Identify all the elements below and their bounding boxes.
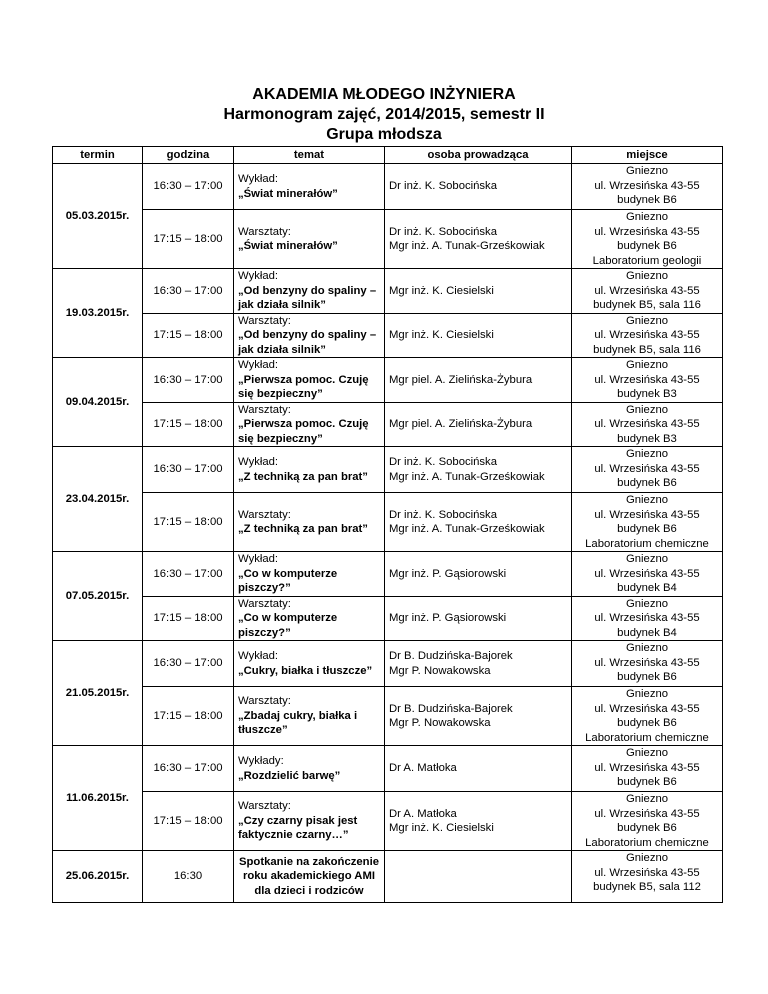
miejsce-line: Gniezno [625, 165, 669, 177]
osoba-cell [385, 552, 572, 597]
miejsce-line: Gniezno [625, 314, 669, 327]
godzina-cell: 16:30 – 17:00 [143, 269, 234, 314]
temat-title: „Od benzyny do spaliny – jak działa silnik” [238, 284, 377, 311]
miejsce-line: Laboratorium chemiczne [585, 731, 709, 744]
col-header-termin: termin [53, 147, 143, 164]
miejsce-line: Gniezno [625, 642, 669, 654]
temat-cell [234, 210, 385, 269]
miejsce-line: budynek B4 [617, 582, 677, 594]
miejsce-line: budynek B5, sala 116 [593, 299, 701, 311]
miejsce-line: Gniezno [625, 688, 669, 700]
miejsce-line: budynek B6 [617, 477, 677, 489]
miejsce-line: Gniezno [625, 448, 669, 460]
temat-cell [234, 358, 385, 403]
miejsce-cell [572, 641, 723, 687]
osoba-cell [385, 313, 572, 358]
miejsce-cell [572, 851, 723, 903]
miejsce-line: ul. Wrzesińska 43-55 [594, 418, 700, 430]
osoba-name: Mgr inż. K. Ciesielski [389, 329, 494, 341]
miejsce-line: ul. Wrzesińska 43-55 [594, 807, 700, 820]
godzina-cell: 17:15 – 18:00 [143, 493, 234, 552]
osoba-cell [385, 687, 572, 746]
miejsce-line: ul. Wrzesińska 43-55 [594, 373, 700, 386]
miejsce-line: budynek B6 [617, 671, 677, 683]
termin-cell: 05.03.2015r. [53, 164, 143, 269]
table-row [53, 641, 723, 687]
miejsce-line: Laboratorium geologii [592, 254, 702, 267]
temat-title: „Od benzyny do spaliny – jak działa silnik” [238, 329, 377, 356]
osoba-name: Dr inż. K. Sobocińska [389, 225, 497, 238]
temat-title: „Pierwsza pomoc. Czuję się bezpieczny” [238, 418, 369, 445]
miejsce-line: Gniezno [625, 211, 669, 223]
table-row [53, 210, 723, 269]
osoba-cell [385, 596, 572, 641]
temat-type: Wykład: [238, 173, 279, 185]
godzina-cell: 16:30 – 17:00 [143, 358, 234, 403]
col-header-miejsce: miejsce [572, 147, 723, 164]
temat-cell [234, 552, 385, 597]
osoba-name: Mgr piel. A. Zielińska-Żybura [389, 418, 533, 430]
miejsce-line: ul. Wrzesińska 43-55 [594, 508, 700, 521]
godzina-cell: 16:30 – 17:00 [143, 641, 234, 687]
godzina-cell: 16:30 [143, 851, 234, 903]
godzina-cell: 17:15 – 18:00 [143, 402, 234, 447]
osoba-name: Mgr inż. A. Tunak-Grześkowiak [389, 240, 545, 252]
temat-type: Wykład: [238, 650, 279, 662]
osoba-name: Dr inż. K. Sobocińska [389, 180, 497, 193]
miejsce-line: ul. Wrzesińska 43-55 [594, 179, 700, 192]
temat-type: Warsztaty: [238, 403, 291, 416]
osoba-cell [385, 641, 572, 687]
osoba-name: Dr B. Dudzińska-Bajorek [389, 650, 513, 662]
osoba-name: Dr B. Dudzińska-Bajorek [389, 702, 513, 715]
miejsce-line: Gniezno [625, 359, 669, 371]
miejsce-line: ul. Wrzesińska 43-55 [594, 225, 700, 238]
godzina-cell: 16:30 – 17:00 [143, 164, 234, 210]
temat-title: „Rozdzielić barwę” [238, 769, 341, 782]
termin-cell: 07.05.2015r. [53, 552, 143, 641]
osoba-cell [385, 210, 572, 269]
godzina-cell: 17:15 – 18:00 [143, 313, 234, 358]
osoba-cell [385, 746, 572, 792]
temat-cell [234, 313, 385, 358]
miejsce-cell [572, 493, 723, 552]
miejsce-cell [572, 402, 723, 447]
miejsce-line: Gniezno [625, 597, 669, 610]
osoba-cell [385, 358, 572, 403]
temat-title: „Zbadaj cukry, białka i tłuszcze” [238, 709, 358, 737]
godzina-cell: 16:30 – 17:00 [143, 552, 234, 597]
table-row [53, 358, 723, 403]
miejsce-line: Gniezno [625, 494, 669, 506]
miejsce-line: budynek B5, sala 112 [593, 881, 701, 893]
miejsce-line: Laboratorium chemiczne [585, 537, 709, 550]
table-row [53, 792, 723, 851]
miejsce-cell [572, 358, 723, 403]
osoba-name: Mgr inż. K. Ciesielski [389, 822, 494, 834]
miejsce-line: budynek B6 [617, 717, 677, 729]
doc-group: Grupa młodsza [326, 126, 442, 143]
osoba-cell [385, 851, 572, 903]
temat-cell [234, 687, 385, 746]
godzina-cell: 17:15 – 18:00 [143, 596, 234, 641]
temat-type: Warsztaty: [238, 800, 291, 813]
miejsce-line: ul. Wrzesińska 43-55 [594, 702, 700, 715]
miejsce-line: budynek B3 [617, 432, 677, 445]
table-header-row [53, 147, 723, 164]
col-header-temat: temat [234, 147, 385, 164]
temat-title: „Z techniką za pan brat” [238, 523, 368, 535]
termin-cell: 09.04.2015r. [53, 358, 143, 447]
temat-cell [234, 641, 385, 687]
miejsce-cell [572, 792, 723, 851]
termin-cell: 23.04.2015r. [53, 447, 143, 552]
temat-type: Warsztaty: [238, 314, 291, 327]
miejsce-line: ul. Wrzesińska 43-55 [594, 567, 700, 580]
osoba-cell [385, 493, 572, 552]
miejsce-line: ul. Wrzesińska 43-55 [594, 656, 700, 669]
miejsce-cell [572, 552, 723, 597]
miejsce-line: Gniezno [625, 793, 669, 805]
table-row [53, 269, 723, 314]
miejsce-line: Gniezno [625, 270, 669, 282]
temat-cell [234, 596, 385, 641]
osoba-name: Dr inż. K. Sobocińska [389, 456, 497, 468]
table-row [53, 164, 723, 210]
osoba-name: Dr A. Matłoka [389, 762, 457, 775]
temat-cell [234, 269, 385, 314]
godzina-cell: 17:15 – 18:00 [143, 792, 234, 851]
osoba-name: Dr A. Matłoka [389, 807, 457, 820]
miejsce-cell [572, 269, 723, 314]
godzina-cell: 16:30 – 17:00 [143, 447, 234, 493]
termin-cell: 25.06.2015r. [53, 851, 143, 903]
table-row [53, 402, 723, 447]
miejsce-line: ul. Wrzesińska 43-55 [594, 612, 700, 624]
temat-type: Wykład: [238, 359, 279, 371]
miejsce-cell [572, 313, 723, 358]
miejsce-line: budynek B6 [617, 776, 677, 788]
temat-title: „Świat minerałów” [238, 187, 338, 200]
osoba-cell [385, 792, 572, 851]
osoba-cell [385, 164, 572, 210]
temat-type: Warsztaty: [238, 508, 291, 521]
miejsce-line: budynek B6 [617, 194, 677, 206]
miejsce-line: ul. Wrzesińska 43-55 [594, 761, 700, 774]
miejsce-cell [572, 447, 723, 493]
table-row [53, 493, 723, 552]
miejsce-line: Laboratorium chemiczne [585, 836, 709, 849]
temat-title: „Pierwsza pomoc. Czuję się bezpieczny” [238, 373, 369, 400]
table-row [53, 313, 723, 358]
miejsce-line: ul. Wrzesińska 43-55 [594, 866, 700, 879]
temat-cell [234, 746, 385, 792]
temat-title: „Czy czarny pisak jest faktycznie czarny…” [238, 814, 358, 842]
miejsce-cell [572, 164, 723, 210]
miejsce-line: Gniezno [625, 403, 669, 416]
temat-cell [234, 164, 385, 210]
temat-cell [234, 447, 385, 493]
col-header-osoba: osoba prowadząca [385, 147, 572, 164]
osoba-name: Mgr inż. P. Gąsiorowski [389, 612, 507, 624]
temat-type: Wykład: [238, 270, 279, 282]
temat-type: Wykłady: [238, 755, 284, 767]
temat-text: Spotkanie na zakończenie roku akademickiego AMI dla dzieci i rodziców [239, 855, 379, 897]
miejsce-line: budynek B5, sala 116 [593, 343, 701, 356]
miejsce-line: ul. Wrzesińska 43-55 [594, 462, 700, 475]
termin-cell: 11.06.2015r. [53, 746, 143, 851]
osoba-cell [385, 447, 572, 493]
temat-title: „Co w komputerze piszczy?” [238, 612, 338, 639]
doc-subtitle: Harmonogram zajęć, 2014/2015, semestr II [223, 106, 545, 123]
miejsce-line: budynek B3 [617, 388, 677, 400]
temat-title: „Co w komputerze piszczy?” [238, 567, 338, 594]
temat-cell [234, 792, 385, 851]
temat-title: „Z techniką za pan brat” [238, 470, 368, 483]
temat-type: Warsztaty: [238, 695, 291, 708]
miejsce-line: Gniezno [625, 852, 669, 864]
temat-type: Warsztaty: [238, 597, 291, 610]
table-row [53, 746, 723, 792]
schedule-table [52, 146, 723, 903]
temat-title: „Cukry, białka i tłuszcze” [238, 664, 373, 677]
godzina-cell: 16:30 – 17:00 [143, 746, 234, 792]
temat-cell [234, 402, 385, 447]
termin-cell: 19.03.2015r. [53, 269, 143, 358]
miejsce-cell [572, 210, 723, 269]
col-header-godzina: godzina [143, 147, 234, 164]
osoba-name: Mgr inż. P. Gąsiorowski [389, 567, 507, 580]
miejsce-line: budynek B4 [617, 626, 677, 639]
miejsce-line: ul. Wrzesińska 43-55 [594, 284, 700, 297]
miejsce-cell [572, 687, 723, 746]
termin-cell: 21.05.2015r. [53, 641, 143, 746]
osoba-name: Mgr inż. A. Tunak-Grześkowiak [389, 523, 545, 535]
osoba-name: Mgr piel. A. Zielińska-Żybura [389, 373, 533, 386]
godzina-cell: 17:15 – 18:00 [143, 210, 234, 269]
miejsce-line: ul. Wrzesińska 43-55 [594, 329, 700, 341]
temat-title: „Świat minerałów” [238, 240, 338, 252]
godzina-cell: 17:15 – 18:00 [143, 687, 234, 746]
osoba-name: Mgr inż. K. Ciesielski [389, 284, 494, 297]
miejsce-line: Gniezno [625, 747, 669, 759]
doc-title: AKADEMIA MŁODEGO INŻYNIERA [252, 86, 516, 103]
miejsce-cell [572, 596, 723, 641]
miejsce-cell [572, 746, 723, 792]
table-row [53, 851, 723, 903]
osoba-name: Mgr P. Nowakowska [389, 717, 491, 729]
osoba-cell [385, 402, 572, 447]
osoba-cell [385, 269, 572, 314]
table-row [53, 687, 723, 746]
table-row [53, 596, 723, 641]
miejsce-line: budynek B6 [617, 240, 677, 252]
temat-type: Wykład: [238, 553, 279, 565]
temat-cell [234, 493, 385, 552]
temat-type: Warsztaty: [238, 225, 291, 238]
miejsce-line: budynek B6 [617, 523, 677, 535]
table-row [53, 447, 723, 493]
osoba-name: Mgr inż. A. Tunak-Grześkowiak [389, 470, 545, 483]
table-row [53, 552, 723, 597]
temat-cell [234, 851, 385, 903]
osoba-name: Dr inż. K. Sobocińska [389, 508, 497, 521]
miejsce-line: budynek B6 [617, 822, 677, 834]
temat-type: Wykład: [238, 456, 279, 468]
miejsce-line: Gniezno [625, 553, 669, 565]
osoba-name: Mgr P. Nowakowska [389, 664, 491, 677]
